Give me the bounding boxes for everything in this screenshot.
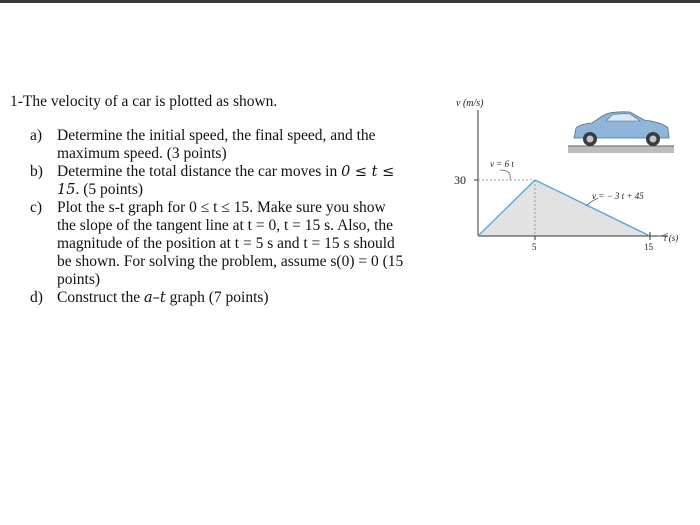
vt-graph — [440, 88, 690, 268]
part-d — [30, 289, 405, 307]
eq-falling: v = − 3 t + 45 — [592, 191, 644, 201]
eq-rising-leader — [500, 170, 510, 180]
x-axis-label: t (s) — [664, 233, 679, 243]
part-a-text: Determine the initial speed, the final speed, and the maximum speed. (3 points) — [57, 127, 376, 162]
y-axis-label: v (m/s) — [456, 98, 484, 109]
part-d-letter: d) — [30, 289, 43, 306]
part-c-text: Plot the s-t graph for 0 ≤ t ≤ 15. Make sure you show the slope of the tangent line at t = 0, t = 15 s. Also, the magnitude of the position at t = 5 s and t = 15 s should be shown. For solving the problem, assume s(0) = 0 (15 points) — [57, 199, 404, 288]
part-c-letter: c) — [30, 199, 43, 216]
part-a — [30, 127, 405, 163]
car-rear-hub — [650, 136, 657, 143]
eq-rising: v = 6 t — [490, 159, 514, 169]
part-b-text-post: . (5 points) — [75, 181, 144, 198]
car-illustration — [568, 112, 674, 153]
part-d-text-pre: Construct the — [57, 289, 144, 306]
x-tick-label-end: 15 — [644, 242, 653, 252]
part-b-math: 0 ≤ t ≤ 15 — [57, 164, 395, 198]
top-border — [0, 0, 700, 3]
velocity-time-figure — [440, 88, 690, 268]
part-d-math: a–t — [143, 290, 166, 306]
part-b — [30, 163, 405, 199]
car-front-hub — [587, 136, 594, 143]
problem-parts — [30, 127, 405, 307]
part-b-letter: b) — [30, 163, 43, 180]
area-under-curve — [478, 180, 650, 236]
part-a-letter: a) — [30, 127, 43, 144]
y-tick-label: 30 — [454, 173, 466, 187]
part-d-text-post: graph (7 points) — [165, 289, 269, 306]
x-tick-label-mid: 5 — [532, 242, 537, 252]
part-b-text-pre: Determine the total distance the car moves in — [57, 163, 342, 180]
ground-hatch — [568, 146, 674, 153]
problem-title: 1-The velocity of a car is plotted as shown. — [10, 93, 278, 110]
part-c — [30, 199, 405, 289]
